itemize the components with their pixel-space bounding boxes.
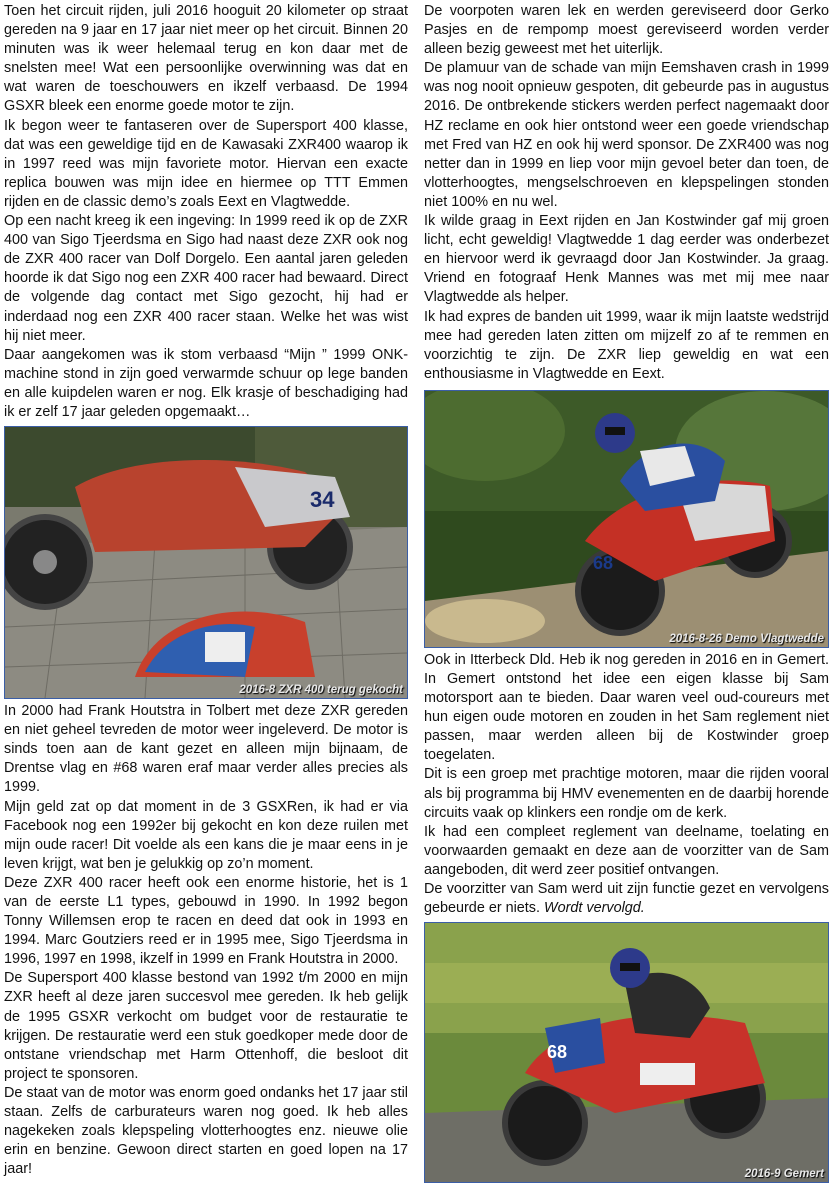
left-column [4,2,408,1179]
photo-illustration [425,391,828,647]
paragraph: Dit is een groep met prachtige motoren, maar die rijden vooral als bij programma bij HMV evenementen en de daarbij horende circuits vaak op klinkers een rondje om de kerk. [424,766,829,821]
photo-gemert [424,922,829,1183]
paragraph: Op een nacht kreeg ik een ingeving: In 1999 reed ik op de ZXR 400 van Sigo Tjeerdsma en Sigo had naast deze ZXR ook nog de ZXR 400 racer van Dolf Dorgelo. Een aantal jaren geleden hoorde ik dat Sigo nog een ZXR 400 racer had bewaard. Direct de volgende dag contact met Sigo gezocht, hij had er inderdaad nog een ZXR 400 racer staan. Welke het was wist hij niet meer. [4,213,408,344]
photo-caption: 2016-8-26 Demo Vlagtwedde [669,632,824,645]
paragraph: Ook in Itterbeck Dld. Heb ik nog gereden in 2016 en in Gemert. In Gemert ontstond het idee een eigen klasse bij Sam motorsport aan te bieden. Daar waren veel oud-coureurs met hun eigen oude motoren en zouden in het Sam reglement niet passen, maar werden alleen bij de Kostwinder groep toegelaten. [424,651,829,764]
paragraph: De Supersport 400 klasse bestond van 1992 t/m 2000 en mijn ZXR heeft al deze jaren succesvol mee gereden. Ik heb gelijk de 1995 GSXR verkocht om budget voor de restauratie te krijgen. De restauratie werd een stuk goedkoper mede door de ontstane vriendschap met Harm Ottenhoff, die besloot dit project te sponsoren. [4,970,408,1082]
paragraph: Ik wilde graag in Eext rijden en Jan Kostwinder gaf mij groen licht, echt geweldig! Vlagtwedde 1 dag eerder was onderbezet en hiervoor werd ik gevraagd door Jan Kostwinder. Ja graag. Vriend en fotograaf Henk Mannes was met mij mee naar Vlagtwedde als helper. [424,213,829,306]
paragraph: Ik had een compleet reglement van deelname, toelating en voorwaarden gemaakt en deze aan de voorzitter van de Sam aangeboden, dit werd zeer positief ontvangen. [424,823,829,878]
race-number: 68 [593,552,614,573]
photo-illustration [425,923,828,1182]
paragraph: Daar aangekomen was ik stom verbaasd “Mijn ” 1999 ONK-machine stond in zijn goed verwarmde schuur op lege banden en alle kuipdelen waren er nog. Elk krasje of beschadiging had ik er zelf 17 jaar geleden opgemaakt… [4,346,408,420]
paragraph: De voorpoten waren lek en werden gereviseerd door Gerko Pasjes en de rempomp moest gereviseerd worden verder alleen bezig geweest met het uiterlijk. [424,3,829,58]
right-column [424,2,829,1183]
paragraph: Toen het circuit rijden, juli 2016 hooguit 20 kilometer op straat gereden na 9 jaar en 17 jaar niet meer op het circuit. Binnen 20 minuten was ik weer helemaal terug en kon daar met de snelsten mee! Wat een persoonlijke overwinning was dat en wat waren de toeschouwers en ikzelf verbaasd. De 1994 GSXR bleek een enorme goede motor te zijn. [4,3,408,115]
paragraph [424,880,829,918]
photo-demo-vlagtwedde [424,390,829,648]
photo-caption: 2016-9 Gemert [744,1168,824,1181]
photo-zxr-bought-back [4,426,408,699]
paragraph: In 2000 had Frank Houtstra in Tolbert met deze ZXR gereden en niet geheel tevreden de motor weer ingeleverd. De motor is sinds toen aan de kant gezet en alleen mijn bijnaam, de Drentse vlag en #68 waren eraf maar verder alles precies als 1999. [4,703,408,796]
paragraph: Ik begon weer te fantaseren over de Supersport 400 klasse, dat was een geweldige tijd en de Kawasaki ZXR400 waarop ik in 1997 reed was mijn favoriete motor. Hiervan een exacte replica bouwen was mijn idee en hiermee op TTT Emmen rijden en de classic demo’s zoals Eext en Vlagtwedde. [4,117,408,210]
photo-caption: 2016-8 ZXR 400 terug gekocht [239,684,403,697]
paragraph: Deze ZXR 400 racer heeft ook een enorme historie, het is 1 van de eerste L1 types, gebouwd in 1990. In 1992 begon Tonny Willemsen erop te racen en deed dat ook in 1993 en 1994. Marc Goutziers reed er in 1995 mee, Sigo Tjeerdsma in 1996, 1997 en 1998, ikzelf in 1999 en Frank Houtstra in 2000. [4,874,408,968]
continued-note: Wordt vervolgd. [544,900,645,917]
race-number: 34 [310,487,335,513]
paragraph: Mijn geld zat op dat moment in de 3 GSXRen, ik had er via Facebook nog een 1992er bij gekocht en kon deze ruilen met mijn oude racer! Dit voelde als een kans die je maar eens in je leven krijgt, wat ben je gelukkig op zo’n moment. [4,798,408,872]
photo-illustration [5,427,407,698]
paragraph-text: De voorzitter van Sam werd uit zijn functie gezet en vervolgens gebeurde er niets. [424,881,829,917]
paragraph: De staat van de motor was enorm goed ondanks het 17 jaar stil staan. Zelfs de carburateurs waren nog goed. Ik heb alles nagekeken zoals klepspeling vlotterhoogtes enz. nieuwe olie erin en benzine. Gewoon direct starten en goed lopen na 17 jaar! [4,1084,408,1178]
race-number: 68 [547,1042,568,1063]
paragraph: De plamuur van de schade van mijn Eemshaven crash in 1999 was nog nooit opnieuw gespoten, dit gebeurde pas in augustus 2016. De ontbrekende stickers werden perfect nagemaakt door HZ reclame en ook hier ontstond weer een goede vriendschap met Fred van HZ en ook hij werd sponsor. De ZXR400 was nog netter dan in 1999 en liep voor mijn gevoel beter dan toen, de vlotterhoogtes, mengselschroeven en klepspelingen stonden niet 100% en nu wel. [424,60,829,210]
paragraph: Ik had expres de banden uit 1999, waar ik mijn laatste wedstrijd mee had gereden laten zitten om mijzelf zo af te remmen en voorzichtig te zijn. De ZXR liep geweldig en wat een enthousiasme in Vlagtwedde en Eext. [424,308,829,382]
